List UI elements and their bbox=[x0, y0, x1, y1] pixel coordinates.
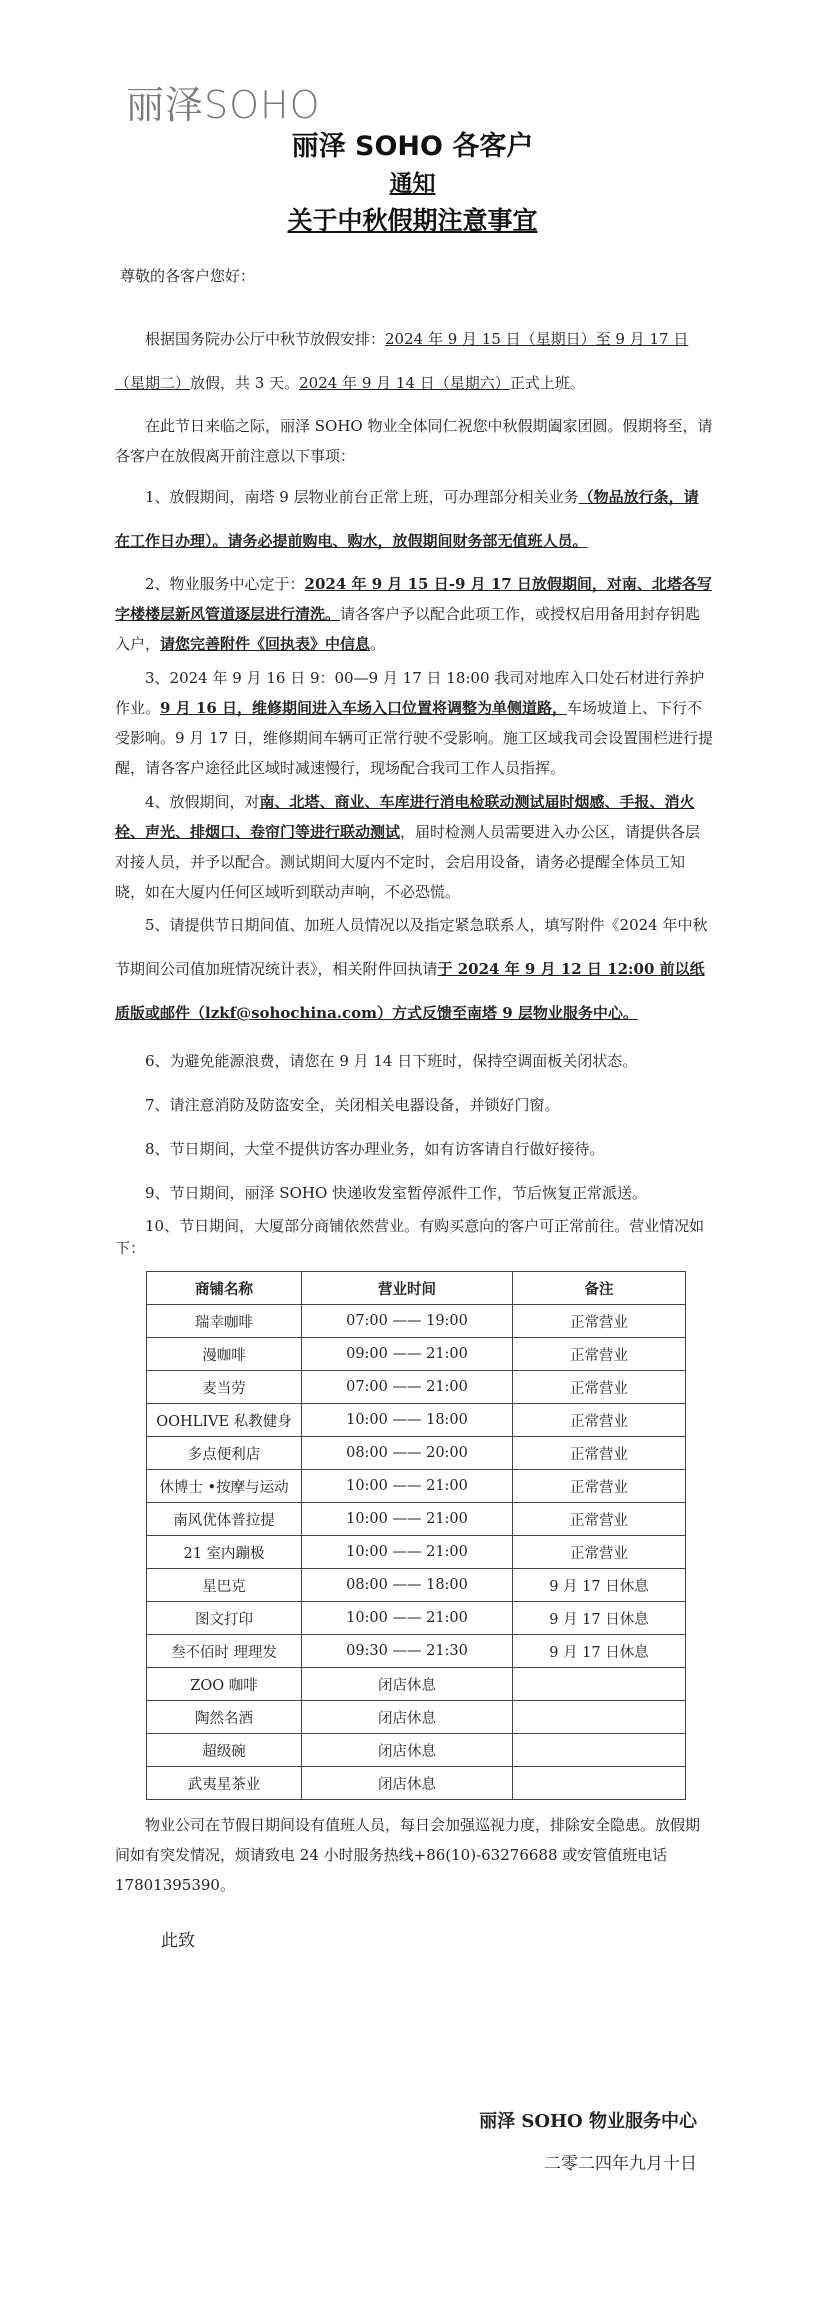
work-day-date: 2024 年 9 月 14 日（星期六） bbox=[299, 374, 510, 392]
shop-name-cell: 休博士 •按摩与运动 bbox=[147, 1470, 302, 1503]
shop-name-cell: 南风优体普拉提 bbox=[147, 1503, 302, 1536]
business-hours-cell: 闭店休息 bbox=[302, 1734, 513, 1767]
item-1-highlight: （物品放行条，请在工作日办理） bbox=[115, 488, 699, 550]
item-4-text-c: ，届时检测人员需要进入办公区，请提供各层对接人员，并予以配合。测试期间大厦内不定时，会启用设备，请务必提醒全体员工知晓，如在大厦内任何区域听到联动声响，不必恐慌。 bbox=[115, 823, 701, 901]
item-2-cleaning: 2024 年 9 月 15 日-9 月 17 日放假期间，对南、北塔各写字楼楼层新风管道逐层进行清洗。 bbox=[115, 575, 712, 623]
item-4 bbox=[115, 787, 713, 907]
shop-name-cell: 瑞幸咖啡 bbox=[147, 1305, 302, 1338]
item-6: 6、为避免能源浪费，请您在 9 月 14 日下班时，保持空调面板关闭状态。 bbox=[145, 1052, 638, 1070]
table-row bbox=[147, 1404, 686, 1437]
signature-date: 二零二四年九月十日 bbox=[544, 2154, 697, 2174]
signature-organization: 丽泽 SOHO 物业服务中心 bbox=[479, 2111, 697, 2132]
remark-cell: 正常营业 bbox=[513, 1437, 686, 1470]
shop-name-cell: 多点便利店 bbox=[147, 1437, 302, 1470]
item-5 bbox=[115, 903, 713, 1035]
item-2-text-c: 请各客户予以配合此项工作，或授权启用备用封存钥匙入户， bbox=[115, 605, 701, 653]
signature-block bbox=[479, 2107, 697, 2179]
item-10: 10、节日期间，大厦部分商铺依然营业。有购买意向的客户可正常前往。营业情况如下： bbox=[115, 1217, 705, 1257]
business-hours-cell: 10:00 —— 21:00 bbox=[302, 1503, 513, 1536]
item-2-receipt: 请您完善附件《回执表》中信息 bbox=[160, 635, 371, 653]
holiday-text-e: 正式上班。 bbox=[509, 374, 585, 392]
holiday-text-a: 根据国务院办公厅中秋节放假安排： bbox=[145, 330, 386, 348]
shop-name-cell: 21 室内蹦极 bbox=[147, 1536, 302, 1569]
item-2 bbox=[115, 569, 713, 659]
item-3-text-a: 3、2024 年 9 月 16 日 9：00—9 月 17 日 18:00 我司对地库入口处石材进行养护作业。 bbox=[115, 669, 705, 717]
business-hours-cell: 10:00 —— 21:00 bbox=[302, 1470, 513, 1503]
table-header-cell: 商铺名称 bbox=[147, 1272, 302, 1305]
table-row bbox=[147, 1767, 686, 1800]
shop-name-cell: 武夷星茶业 bbox=[147, 1767, 302, 1800]
closing-paragraph: 物业公司在节假日期间设有值班人员，每日会加强巡视力度，排除安全隐患。放假期间如有突发情况，烦请致电 24 小时服务热线+86(10)-63276688 或安管值班电话 17801395390。 bbox=[115, 1816, 701, 1894]
notice-title-type: 通知 bbox=[389, 171, 436, 197]
business-hours-cell: 闭店休息 bbox=[302, 1767, 513, 1800]
remark-cell: 9 月 17 日休息 bbox=[513, 1569, 686, 1602]
remark-cell: 正常营业 bbox=[513, 1503, 686, 1536]
item-8: 8、节日期间，大堂不提供访客办理业务，如有访客请自行做好接待。 bbox=[145, 1140, 605, 1158]
table-row bbox=[147, 1371, 686, 1404]
greeting: 尊敬的各客户您好： bbox=[120, 267, 256, 285]
business-hours-cell: 07:00 —— 19:00 bbox=[302, 1305, 513, 1338]
remark-cell bbox=[513, 1767, 686, 1800]
shop-name-cell: 漫咖啡 bbox=[147, 1338, 302, 1371]
company-logo: 丽泽SOHO bbox=[126, 83, 321, 127]
item-4-test: 南、北塔、商业、车库进行消电检联动测试届时烟感、手报、消火栓、声光、排烟口、卷帘门等进行联动测试 bbox=[115, 793, 695, 841]
shop-name-cell: 图文打印 bbox=[147, 1602, 302, 1635]
table-row bbox=[147, 1635, 686, 1668]
business-hours-cell: 08:00 —— 20:00 bbox=[302, 1437, 513, 1470]
shop-name-cell: 超级碗 bbox=[147, 1734, 302, 1767]
business-hours-cell: 10:00 —— 18:00 bbox=[302, 1404, 513, 1437]
shop-hours-table bbox=[146, 1271, 686, 1800]
table-row bbox=[147, 1602, 686, 1635]
shop-name-cell: 星巴克 bbox=[147, 1569, 302, 1602]
shop-name-cell: ZOO 咖啡 bbox=[147, 1668, 302, 1701]
shop-name-cell: 叁不佰时 理理发 bbox=[147, 1635, 302, 1668]
table-row bbox=[147, 1338, 686, 1371]
notice-body bbox=[115, 265, 713, 1954]
business-hours-cell: 09:00 —— 21:00 bbox=[302, 1338, 513, 1371]
table-row bbox=[147, 1536, 686, 1569]
remark-cell: 正常营业 bbox=[513, 1371, 686, 1404]
table-row bbox=[147, 1305, 686, 1338]
remark-cell: 9 月 17 日休息 bbox=[513, 1635, 686, 1668]
item-5-text-a: 5、请提供节日期间值、加班人员情况以及指定紧急联系人，填写附件《2024 年中秋节期间公司值加班情况统计表》，相关附件回执请 bbox=[115, 916, 708, 978]
item-2-text-e: 。 bbox=[370, 635, 386, 653]
remark-cell bbox=[513, 1668, 686, 1701]
business-hours-cell: 10:00 —— 21:00 bbox=[302, 1602, 513, 1635]
table-header-row bbox=[147, 1272, 686, 1305]
table-row bbox=[147, 1569, 686, 1602]
shop-name-cell: 麦当劳 bbox=[147, 1371, 302, 1404]
remark-cell: 正常营业 bbox=[513, 1536, 686, 1569]
item-9: 9、节日期间，丽泽 SOHO 快递收发室暂停派件工作，节后恢复正常派送。 bbox=[145, 1184, 648, 1202]
table-row bbox=[147, 1437, 686, 1470]
item-7: 7、请注意消防及防盗安全，关闭相关电器设备，并锁好门窗。 bbox=[145, 1096, 560, 1114]
item-4-text-a: 4、放假期间，对 bbox=[145, 793, 260, 811]
intro-paragraph: 在此节日来临之际，丽泽 SOHO 物业全体同仁祝您中秋假期阖家团圆。假期将至，请各客户在放假离开前注意以下事项： bbox=[115, 417, 713, 465]
business-hours-cell: 闭店休息 bbox=[302, 1668, 513, 1701]
holiday-dates: 2024 年 9 月 15 日（星期日）至 9 月 17 日（星期二） bbox=[115, 330, 689, 392]
remark-cell: 正常营业 bbox=[513, 1470, 686, 1503]
remark-cell: 正常营业 bbox=[513, 1305, 686, 1338]
item-5-deadline: 于 2024 年 9 月 12 日 12:00 前以纸质版或邮件（lzkf@sohochina.com）方式反馈至南塔 9 层物业服务中心。 bbox=[115, 960, 705, 1022]
notice-title-subject: 关于中秋假期注意事宜 bbox=[287, 206, 538, 235]
shop-name-cell: 陶然名酒 bbox=[147, 1701, 302, 1734]
table-row bbox=[147, 1734, 686, 1767]
business-hours-cell: 07:00 —— 21:00 bbox=[302, 1371, 513, 1404]
table-row bbox=[147, 1470, 686, 1503]
remark-cell bbox=[513, 1734, 686, 1767]
shop-name-cell: OOHLIVE 私教健身 bbox=[147, 1404, 302, 1437]
table-row bbox=[147, 1503, 686, 1536]
notice-header bbox=[0, 128, 825, 240]
table-row bbox=[147, 1701, 686, 1734]
table-header-cell: 营业时间 bbox=[302, 1272, 513, 1305]
item-1-warning: 。请务必提前购电、购水，放假期间财务部无值班人员。 bbox=[212, 532, 588, 550]
holiday-text-c: 放假，共 3 天。 bbox=[190, 374, 300, 392]
remark-cell bbox=[513, 1701, 686, 1734]
business-hours-cell: 08:00 —— 18:00 bbox=[302, 1569, 513, 1602]
item-3-text-c: 车场坡道上、下行不受影响。9 月 17 日，维修期间车辆可正常行驶不受影响。施工区域我司会设置围栏进行提醒，请各客户途径此区域时减速慢行，现场配合我司工作人员指挥。 bbox=[115, 699, 713, 777]
holiday-schedule-paragraph bbox=[115, 317, 713, 405]
item-1 bbox=[115, 475, 713, 563]
closing-salutation: 此致 bbox=[161, 1931, 195, 1951]
item-1-text-a: 1、放假期间，南塔 9 层物业前台正常上班，可办理部分相关业务 bbox=[145, 488, 579, 506]
remark-cell: 正常营业 bbox=[513, 1338, 686, 1371]
table-row bbox=[147, 1668, 686, 1701]
item-3 bbox=[115, 663, 713, 783]
shop-table-body bbox=[147, 1305, 686, 1800]
remark-cell: 正常营业 bbox=[513, 1404, 686, 1437]
item-3-road: 9 月 16 日，维修期间进入车场入口位置将调整为单侧道路， bbox=[160, 699, 567, 717]
business-hours-cell: 09:30 —— 21:30 bbox=[302, 1635, 513, 1668]
notice-title-recipients: 丽泽 SOHO 各客户 bbox=[291, 131, 534, 162]
remark-cell: 9 月 17 日休息 bbox=[513, 1602, 686, 1635]
item-2-text-a: 2、物业服务中心定于： bbox=[145, 575, 305, 593]
table-header-cell: 备注 bbox=[513, 1272, 686, 1305]
business-hours-cell: 10:00 —— 21:00 bbox=[302, 1536, 513, 1569]
business-hours-cell: 闭店休息 bbox=[302, 1701, 513, 1734]
